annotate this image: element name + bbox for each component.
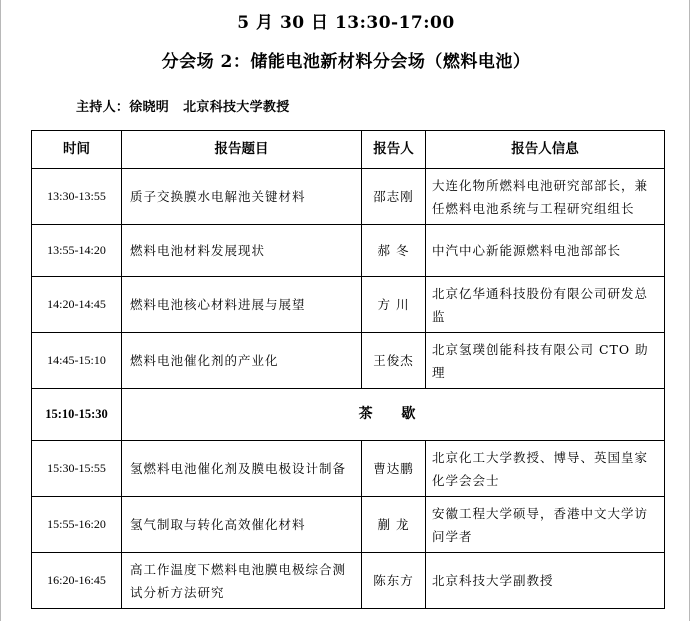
row-speaker-info-line: 北京化工大学教授、博导、英国皇家: [432, 449, 649, 465]
host-label: 主持人：徐晓明: [76, 100, 170, 115]
header-title: 报告题目: [122, 131, 362, 169]
row-speaker-info: [426, 169, 665, 225]
row-speaker-info-line: 中汽中心新能源燃料电池部部长: [432, 243, 622, 258]
row-speaker-info: [426, 225, 665, 277]
row-speaker: 郝 冬: [362, 225, 426, 277]
row-time: 13:55-14:20: [32, 225, 122, 277]
session-date: 5 月 30 日 13:30-17:00: [237, 13, 455, 33]
row-time: 16:20-16:45: [32, 553, 122, 609]
row-speaker-info-line: 监: [432, 308, 446, 324]
row-speaker-info-line: 化学会会士: [432, 472, 500, 488]
break-row: [32, 389, 665, 441]
row-time: 15:30-15:55: [32, 441, 122, 497]
row-title-line: 氢燃料电池催化剂及膜电极设计制备: [130, 461, 347, 476]
row-speaker: 曹达鹏: [362, 441, 426, 497]
header-speaker: 报告人: [362, 131, 426, 169]
row-speaker-info: [426, 441, 665, 497]
row-speaker: 王俊杰: [362, 333, 426, 389]
row-speaker-info: [426, 553, 665, 609]
row-speaker: 陈东方: [362, 553, 426, 609]
row-title-line: 燃料电池催化剂的产业化: [130, 353, 279, 368]
row-speaker-info-line: 大连化物所燃料电池研究部部长，兼: [432, 177, 649, 193]
row-title: [122, 553, 362, 609]
row-speaker-info-line: 任燃料电池系统与工程研究组组长: [432, 200, 635, 216]
row-speaker-info: [426, 277, 665, 333]
header-time: 时间: [32, 131, 122, 169]
session-title: 分会场 2：储能电池新材料分会场（燃料电池）: [161, 52, 531, 72]
table-row: [32, 441, 665, 497]
break-time: 15:10-15:30: [32, 389, 122, 441]
row-speaker-info-line: 理: [432, 364, 446, 380]
row-title-line: 试分析方法研究: [130, 584, 225, 600]
host-line: [76, 96, 290, 115]
table-row: [32, 277, 665, 333]
row-speaker: 蒯 龙: [362, 497, 426, 553]
table-row: [32, 333, 665, 389]
header-speaker-info: 报告人信息: [426, 131, 665, 169]
row-title: [122, 497, 362, 553]
row-speaker-info-line: 北京氢璞创能科技有限公司 CTO 助: [432, 341, 649, 357]
row-speaker-info-line: 北京亿华通科技股份有限公司研发总: [432, 285, 649, 301]
row-title: [122, 225, 362, 277]
row-time: 14:45-15:10: [32, 333, 122, 389]
row-title-line: 高工作温度下燃料电池膜电极综合测: [130, 561, 347, 577]
row-title-line: 氢气制取与转化高效催化材料: [130, 517, 306, 532]
row-title-line: 燃料电池材料发展现状: [130, 243, 266, 258]
table-row: [32, 169, 665, 225]
row-speaker: 邵志刚: [362, 169, 426, 225]
host-affiliation: 北京科技大学教授: [183, 100, 290, 115]
row-title-line: 质子交换膜水电解池关键材料: [130, 189, 306, 204]
table-header-row: [32, 131, 665, 169]
row-speaker: 方 川: [362, 277, 426, 333]
row-time: 13:30-13:55: [32, 169, 122, 225]
break-label: 茶 歇: [122, 389, 665, 441]
row-time: 15:55-16:20: [32, 497, 122, 553]
row-title: [122, 441, 362, 497]
row-speaker-info: [426, 333, 665, 389]
row-speaker-info-line: 问学者: [432, 528, 473, 544]
table-row: [32, 225, 665, 277]
row-title: [122, 277, 362, 333]
row-title: [122, 169, 362, 225]
row-title-line: 燃料电池核心材料进展与展望: [130, 297, 306, 312]
row-speaker-info-line: 安徽工程大学硕导，香港中文大学访: [432, 505, 649, 521]
table-row: [32, 497, 665, 553]
row-time: 14:20-14:45: [32, 277, 122, 333]
row-speaker-info-line: 北京科技大学副教授: [432, 573, 554, 588]
table-row: [32, 553, 665, 609]
row-speaker-info: [426, 497, 665, 553]
row-title: [122, 333, 362, 389]
schedule-table: [31, 130, 665, 609]
